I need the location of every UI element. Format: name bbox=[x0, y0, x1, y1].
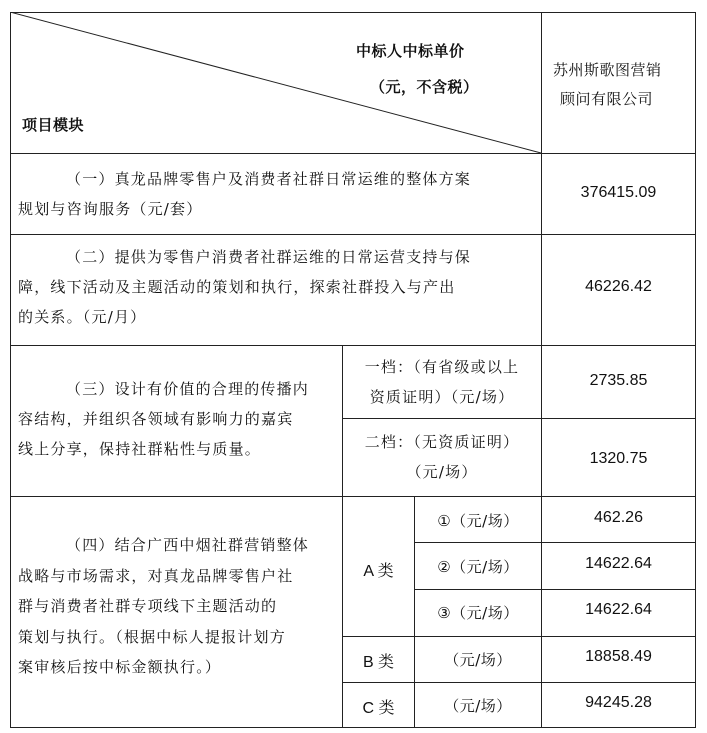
price-header-line2: （元，不含税） bbox=[370, 78, 479, 96]
row2-desc-line: 的关系。（元/月） bbox=[18, 308, 147, 326]
pricing-table bbox=[10, 12, 696, 728]
price-header-line1: 中标人中标单价 bbox=[356, 42, 465, 60]
row-divider bbox=[10, 234, 696, 235]
b-price: 18858.49 bbox=[585, 648, 652, 665]
row3-desc-line: 线上分享，保持社群粘性与质量。 bbox=[18, 440, 262, 458]
tier1-label-line: 一档：（有省级或以上 bbox=[364, 358, 520, 376]
row3-desc-line: 容结构，并组织各领域有影响力的嘉宾 bbox=[18, 410, 294, 428]
tier1-price: 2735.85 bbox=[589, 372, 648, 389]
class-c-label: C 类 bbox=[362, 700, 395, 717]
row-divider bbox=[10, 496, 696, 497]
c-price: 94245.28 bbox=[585, 694, 652, 711]
row1-desc-line: 规划与咨询服务（元/套） bbox=[18, 200, 203, 218]
row-divider bbox=[414, 542, 696, 543]
row4-desc-line: 战略与市场需求，对真龙品牌零售户社 bbox=[18, 566, 294, 585]
table-border-right bbox=[695, 12, 696, 728]
row1-price: 376415.09 bbox=[580, 184, 657, 201]
table-border-bottom bbox=[10, 727, 696, 728]
tier2-price: 1320.75 bbox=[589, 450, 648, 467]
row-divider bbox=[414, 589, 696, 590]
class-b-label: B 类 bbox=[362, 654, 395, 671]
row2-desc-line: （二）提供为零售户消费者社群运维的日常运营支持与保 bbox=[66, 248, 472, 266]
a2-label: ②（元/场） bbox=[437, 558, 519, 576]
row4-desc-line: 案审核后按中标金额执行。） bbox=[18, 658, 222, 676]
a1-label: ①（元/场） bbox=[437, 512, 519, 530]
row2-desc-line: 障，线下活动及主题活动的策划和执行，探索社群投入与产出 bbox=[18, 278, 456, 296]
module-header: 项目模块 bbox=[22, 116, 85, 134]
row2-description bbox=[18, 242, 538, 332]
row-divider bbox=[342, 418, 696, 419]
tier2-label-line: 二档：（无资质证明） bbox=[364, 433, 520, 451]
row3-desc-line: （三）设计有价值的合理的传播内 bbox=[66, 380, 310, 398]
row1-description bbox=[18, 164, 538, 224]
row4-desc-line: 策划与执行。（根据中标人提报计划方 bbox=[18, 627, 286, 646]
tier2-label-line: （元/场） bbox=[406, 463, 478, 481]
row-divider bbox=[342, 682, 696, 683]
row4-description bbox=[18, 530, 340, 683]
vendor-name-line1: 苏州斯歌图营销 bbox=[553, 61, 662, 79]
tier1-label-line: 资质证明）（元/场） bbox=[369, 388, 515, 406]
row-divider bbox=[10, 345, 696, 346]
a2-price: 14622.64 bbox=[585, 555, 652, 572]
row3-description bbox=[18, 374, 340, 464]
class-a-label: A 类 bbox=[363, 563, 394, 580]
vendor-name-line2: 顾问有限公司 bbox=[560, 90, 654, 108]
row-divider bbox=[342, 636, 696, 637]
a3-label: ③（元/场） bbox=[437, 604, 519, 622]
tier2-label bbox=[343, 427, 541, 487]
a1-price: 462.26 bbox=[594, 509, 643, 526]
row4-desc-line: （四）结合广西中烟社群营销整体 bbox=[66, 536, 310, 554]
row1-desc-line: （一）真龙品牌零售户及消费者社群日常运维的整体方案 bbox=[66, 170, 472, 188]
b-label: （元/场） bbox=[444, 651, 512, 669]
c-label: （元/场） bbox=[444, 697, 512, 715]
row2-price: 46226.42 bbox=[585, 278, 652, 295]
tier1-label bbox=[343, 352, 541, 412]
row4-desc-line: 群与消费者社群专项线下主题活动的 bbox=[18, 597, 278, 615]
a3-price: 14622.64 bbox=[585, 601, 652, 618]
